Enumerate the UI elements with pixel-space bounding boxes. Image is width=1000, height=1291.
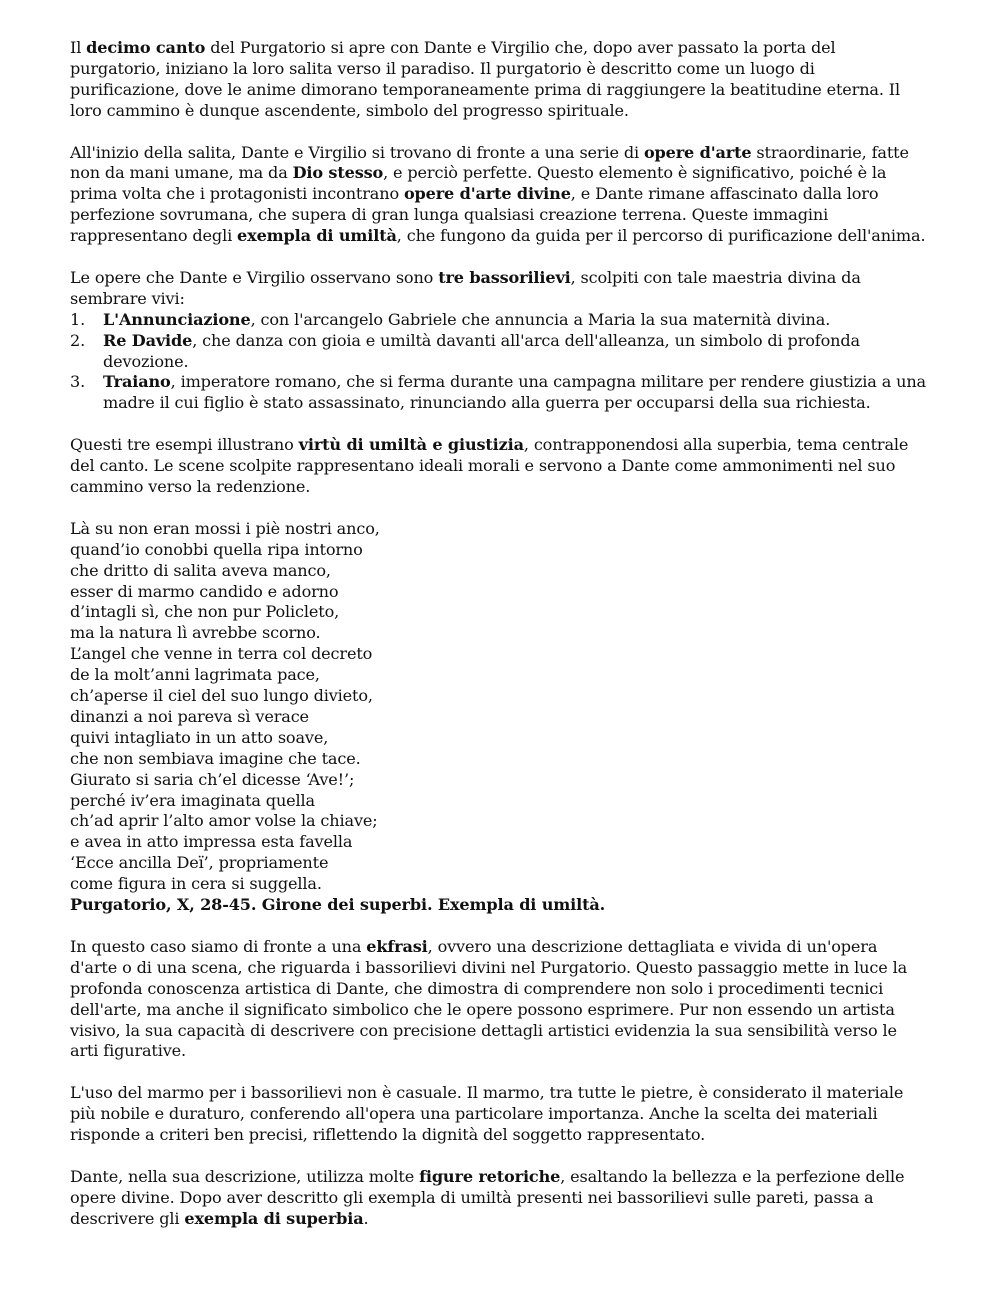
paragraph-marble: L'uso del marmo per i bassorilievi non è casuale. Il marmo, tra tutte le pietre, è considerato il materiale più nobile e duraturo, conferendo all'opera una particolare importanza. Anche la scelta dei materiali risponde a criteri ben precisi, riflettendo la dignità del soggetto rappresentato. — [70, 1083, 904, 1145]
list-item: 1. L'Annunciazione, con l'arcangelo Gabriele che annuncia a Maria la sua maternità divina. — [70, 309, 831, 329]
list-number: 1. — [70, 309, 86, 329]
poem-line: come figura in cera si suggella. — [70, 874, 322, 894]
poem-line: quand’io conobbi quella ripa intorno — [70, 539, 363, 559]
bold-phrase: tre bassorilievi — [438, 267, 571, 287]
bold-phrase: virtù di umiltà e giustizia — [298, 435, 524, 455]
list-number: 3. — [70, 372, 86, 392]
poem-line: Là su non eran mossi i piè nostri anco, — [70, 518, 380, 538]
bold-phrase: L'Annunciazione — [103, 309, 251, 329]
poem-line: dinanzi a noi pareva sì verace — [70, 706, 309, 726]
bold-phrase: figure retoriche — [419, 1166, 561, 1186]
bold-phrase: Re Davide — [103, 330, 193, 350]
bold-phrase: Traiano — [103, 372, 171, 392]
poem-line: quivi intagliato in un atto soave, — [70, 727, 329, 747]
paragraph-bas-reliefs: Le opere che Dante e Virgilio osservano sono tre bassorilievi, scolpiti con tale maestria divina da sembrare vivi: — [70, 267, 861, 308]
bold-phrase: exempla di umiltà — [237, 226, 397, 246]
paragraph-intro: Il decimo canto del Purgatorio si apre con Dante e Virgilio che, dopo aver passato la porta del purgatorio, iniziano la loro salita verso il paradiso. Il purgatorio è descritto come un luogo di purificazione, dove le anime dimorano temporaneamente prima di raggiungere la beatitudine eterna. Il loro cammino è dunque ascendente, simbolo del progresso spirituale. — [70, 38, 901, 120]
poem-line: de la molt’anni lagrimata pace, — [70, 665, 320, 685]
poem-line: esser di marmo candido e adorno — [70, 581, 339, 601]
poem-line: Giurato si saria ch’el dicesse ‘Ave!’; — [70, 769, 355, 789]
bold-phrase: opere d'arte — [643, 142, 752, 162]
bold-phrase: decimo canto — [86, 38, 206, 57]
poem-line: ma la natura lì avrebbe scorno. — [70, 623, 321, 643]
poem-caption: Purgatorio, X, 28-45. Girone dei superbi. Exempla di umiltà. — [70, 895, 606, 915]
bold-phrase: opere d'arte divine — [403, 184, 571, 204]
bold-phrase: Dio stesso — [292, 163, 384, 183]
poem-line: ch’ad aprir l’alto amor volse la chiave; — [70, 811, 378, 831]
poem-quote — [70, 519, 928, 916]
bold-phrase: exempla di superbia — [184, 1208, 364, 1228]
paragraph-virtues: Questi tre esempi illustrano virtù di umiltà e giustizia, contrapponendosi alla superbia, tema centrale del canto. Le scene scolpite rappresentano ideali morali e servono a Dante come ammonimenti nel suo cammino verso la redenzione. — [70, 435, 909, 496]
list-number: 2. — [70, 330, 86, 350]
list-item: 2. Re Davide, che danza con gioia e umiltà davanti all'arca dell'alleanza, un simbolo di profonda devozione. — [70, 330, 860, 371]
poem-line: che dritto di salita aveva manco, — [70, 560, 331, 580]
poem-line: L’angel che venne in terra col decreto — [70, 644, 373, 664]
paragraph-artworks: All'inizio della salita, Dante e Virgilio si trovano di fronte a una serie di opere d'arte straordinarie, fatte non da mani umane, ma da Dio stesso, e perciò perfette. Questo elemento è significativo, poiché è la prima volta che i protagonisti incontrano opere d'arte divine, e Dante rimane affascinato dalla loro perfezione sovrumana, che supera di gran lunga qualsiasi creazione terrena. Queste immagini rappresentano degli exempla di umiltà, che fungono da guida per il percorso di purificazione dell'anima. — [70, 142, 926, 246]
paragraph-rhetoric: Dante, nella sua descrizione, utilizza molte figure retoriche, esaltando la bellezza e la perfezione delle opere divine. Dopo aver descritto gli exempla di umiltà presenti nei bassorilievi sulle pareti, passa a descrivere gli exempla di superbia. — [70, 1166, 905, 1228]
poem-line: ch’aperse il ciel del suo lungo divieto, — [70, 686, 373, 706]
poem-line: e avea in atto impressa esta favella — [70, 832, 353, 852]
poem-line: che non sembiava imagine che tace. — [70, 748, 361, 768]
poem-line: d’intagli sì, che non pur Policleto, — [70, 602, 340, 622]
list-item: 3. Traiano, imperatore romano, che si ferma durante una campagna militare per rendere giustizia a una madre il cui figlio è stato assassinato, rinunciando alla guerra per occuparsi della sua richiesta. — [70, 372, 926, 413]
paragraph-ekphrasis: In questo caso siamo di fronte a una ekfrasi, ovvero una descrizione dettagliata e vivida di un'opera d'arte o di una scena, che riguarda i bassorilievi divini nel Purgatorio. Questo passaggio mette in luce la profonda conoscenza artistica di Dante, che dimostra di comprendere non solo i procedimenti tecnici dell'arte, ma anche il significato simbolico che le opere possono esprimere. Pur non essendo un artista visivo, la sua capacità di descrivere con precisione dettagli artistici evidenzia la sua sensibilità verso le arti figurative. — [70, 936, 908, 1061]
poem-line: perché iv’era imaginata quella — [70, 790, 315, 810]
bold-phrase: ekfrasi — [366, 936, 428, 956]
poem-line: ‘Ecce ancilla Deï’, propriamente — [70, 853, 329, 873]
numbered-list — [70, 310, 928, 415]
